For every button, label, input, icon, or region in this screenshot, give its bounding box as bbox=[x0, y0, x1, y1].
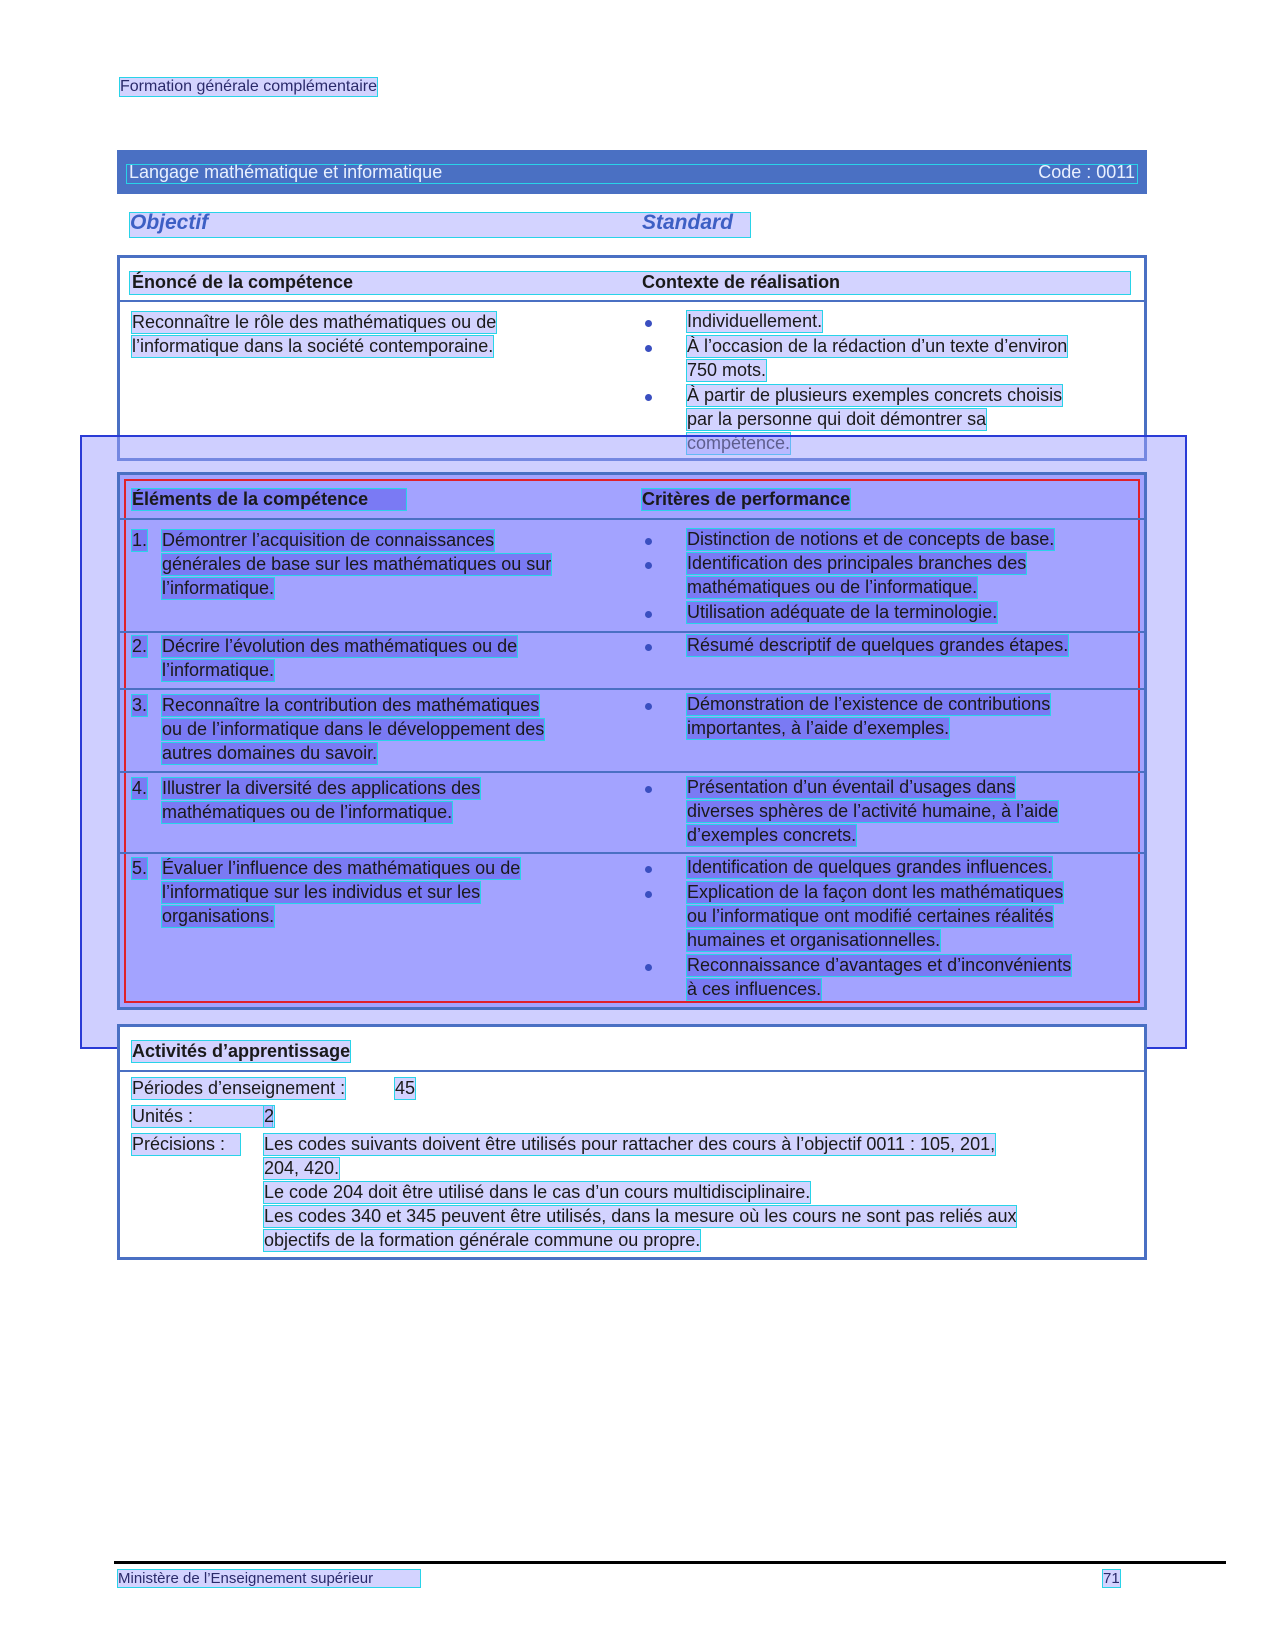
precisions-line: 204, 420. bbox=[264, 1158, 340, 1178]
objectif-label: Objectif bbox=[130, 211, 209, 234]
bullet-icon bbox=[645, 866, 652, 873]
title-bar bbox=[117, 150, 1147, 194]
standard-label: Standard bbox=[642, 211, 734, 234]
criteria-line: mathématiques ou de l’informatique. bbox=[687, 577, 978, 597]
periodes-value: 45 bbox=[395, 1078, 416, 1098]
contexte-line: 750 mots. bbox=[687, 360, 767, 380]
element-line: l’informatique. bbox=[162, 660, 275, 680]
criteria-line: Distinction de notions et de concepts de base. bbox=[687, 529, 1055, 549]
criteria-line: Démonstration de l’existence de contributions bbox=[687, 694, 1051, 714]
competence-statement-box bbox=[117, 255, 1147, 461]
criteres-header: Critères de performance bbox=[642, 489, 851, 509]
contexte-line: À l’occasion de la rédaction d’un texte d’environ bbox=[687, 336, 1068, 356]
bullet-icon bbox=[645, 786, 652, 793]
running-header: Formation générale complémentaire bbox=[120, 78, 378, 95]
footer-rule bbox=[114, 1561, 1226, 1564]
element-number: 5. bbox=[132, 858, 148, 878]
footer-ministry: Ministère de l’Enseignement supérieur bbox=[118, 1570, 420, 1587]
bullet-icon bbox=[645, 394, 652, 401]
bullet-icon bbox=[645, 891, 652, 898]
element-line: Démontrer l’acquisition de connaissances bbox=[162, 530, 495, 550]
element-number: 2. bbox=[132, 636, 148, 656]
course-code: Code : 0011 bbox=[1038, 162, 1135, 182]
element-number: 4. bbox=[132, 778, 148, 798]
contexte-line: par la personne qui doit démontrer sa bbox=[687, 409, 987, 429]
enonce-header: Énoncé de la compétence bbox=[132, 272, 354, 292]
element-number: 3. bbox=[132, 695, 148, 715]
course-title: Langage mathématique et informatique bbox=[129, 162, 443, 182]
bullet-icon bbox=[645, 538, 652, 545]
unites-value: 2 bbox=[264, 1106, 275, 1126]
precisions-line: Les codes 340 et 345 peuvent être utilisés, dans la mesure où les cours ne sont pas reliés aux bbox=[264, 1206, 1017, 1226]
element-line: générales de base sur les mathématiques ou sur bbox=[162, 554, 552, 574]
element-line: Illustrer la diversité des applications des bbox=[162, 778, 481, 798]
unites-label: Unités : bbox=[132, 1106, 272, 1127]
criteria-line: importantes, à l’aide d’exemples. bbox=[687, 718, 950, 738]
criteria-line: Reconnaissance d’avantages et d’inconvénients bbox=[687, 955, 1072, 975]
criteria-line: Identification des principales branches des bbox=[687, 553, 1027, 573]
bullet-icon bbox=[645, 562, 652, 569]
enonce-line: l’informatique dans la société contemporaine. bbox=[132, 336, 494, 356]
element-number: 1. bbox=[132, 530, 148, 550]
element-line: Reconnaître la contribution des mathématiques bbox=[162, 695, 540, 715]
criteria-line: ou l’informatique ont modifié certaines réalités bbox=[687, 906, 1054, 926]
criteria-line: Utilisation adéquate de la terminologie. bbox=[687, 602, 998, 622]
bullet-icon bbox=[645, 964, 652, 971]
bullet-icon bbox=[645, 611, 652, 618]
element-line: l’informatique sur les individus et sur les bbox=[162, 882, 481, 902]
precisions-line: objectifs de la formation générale commune ou propre. bbox=[264, 1230, 701, 1250]
criteria-line: à ces influences. bbox=[687, 979, 822, 999]
contexte-line: À partir de plusieurs exemples concrets choisis bbox=[687, 385, 1063, 405]
contexte-header: Contexte de réalisation bbox=[642, 272, 841, 292]
precisions-line: Les codes suivants doivent être utilisés pour rattacher des cours à l’objectif 0011 : 105, 201, bbox=[264, 1134, 996, 1154]
criteria-line: Explication de la façon dont les mathématiques bbox=[687, 882, 1064, 902]
bullet-icon bbox=[645, 320, 652, 327]
learning-activities-box bbox=[117, 1024, 1147, 1260]
element-line: l’informatique. bbox=[162, 578, 275, 598]
criteria-line: Présentation d’un éventail d’usages dans bbox=[687, 777, 1016, 797]
element-line: ou de l’informatique dans le développement des bbox=[162, 719, 545, 739]
activities-header: Activités d’apprentissage bbox=[132, 1041, 351, 1061]
periodes-label: Périodes d’enseignement : bbox=[132, 1078, 346, 1098]
element-line: organisations. bbox=[162, 906, 275, 926]
precisions-label: Précisions : bbox=[132, 1134, 240, 1155]
elements-header: Éléments de la compétence bbox=[132, 489, 406, 510]
element-line: Évaluer l’influence des mathématiques ou de bbox=[162, 858, 521, 878]
criteria-line: diverses sphères de l’activité humaine, à l’aide bbox=[687, 801, 1059, 821]
precisions-line: Le code 204 doit être utilisé dans le cas d’un cours multidisciplinaire. bbox=[264, 1182, 811, 1202]
bullet-icon bbox=[645, 703, 652, 710]
contexte-line: Individuellement. bbox=[687, 311, 823, 331]
bullet-icon bbox=[645, 345, 652, 352]
page-number: 71 bbox=[1103, 1570, 1120, 1587]
criteria-line: d’exemples concrets. bbox=[687, 825, 857, 845]
enonce-line: Reconnaître le rôle des mathématiques ou de bbox=[132, 312, 497, 332]
element-line: mathématiques ou de l’informatique. bbox=[162, 802, 453, 822]
element-line: Décrire l’évolution des mathématiques ou de bbox=[162, 636, 518, 656]
criteria-line: Identification de quelques grandes influences. bbox=[687, 857, 1053, 877]
bullet-icon bbox=[645, 644, 652, 651]
element-line: autres domaines du savoir. bbox=[162, 743, 378, 763]
criteria-line: humaines et organisationnelles. bbox=[687, 930, 941, 950]
criteria-line: Résumé descriptif de quelques grandes étapes. bbox=[687, 635, 1069, 655]
performance-criteria-box bbox=[117, 472, 1147, 1010]
